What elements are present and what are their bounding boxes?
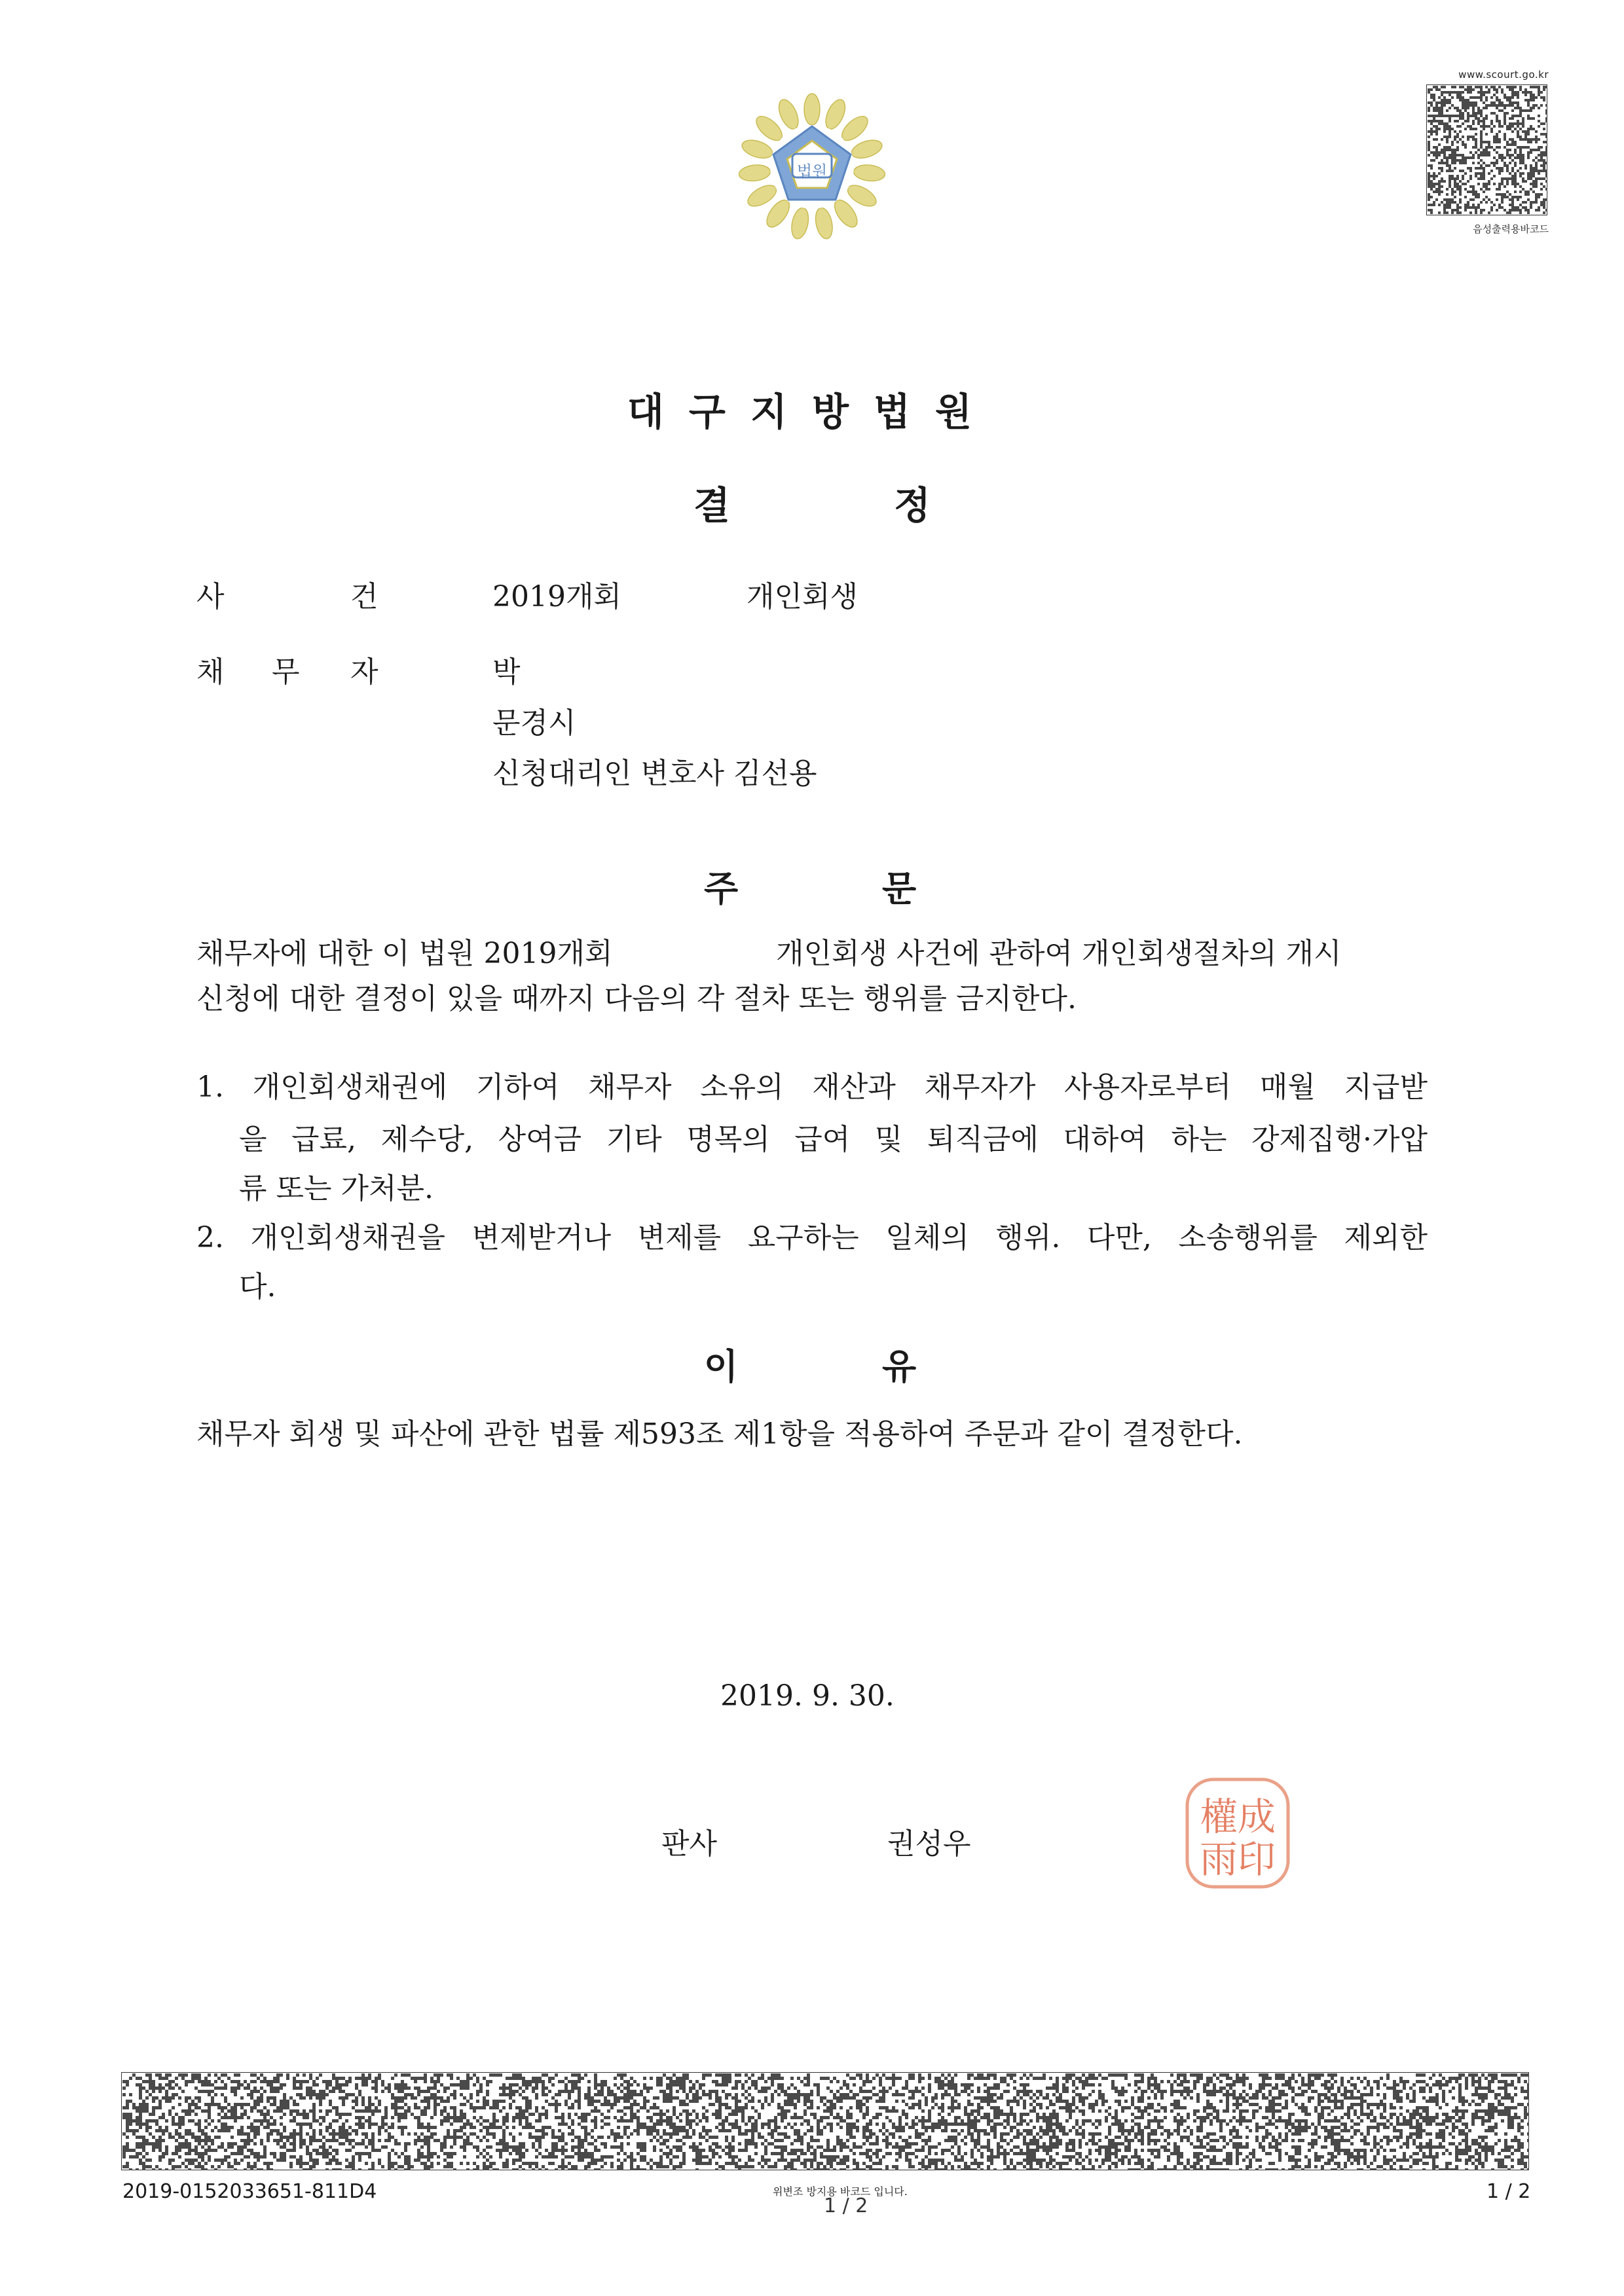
debtor-address: 문경시 (492, 706, 576, 740)
representative: 신청대리인 변호사 김선용 (492, 757, 817, 790)
order-intro-line1-b: 개인회생 사건에 관하여 개인회생절차의 개시 (776, 937, 1342, 970)
case-number: 2019개회 (492, 580, 621, 613)
document-id: 2019-0152033651-811D4 (122, 2180, 377, 2203)
order-item1-line2: 을 급료, 제수당, 상여금 기타 명목의 급여 및 퇴직금에 대하여 하는 강제집행·가압 (239, 1123, 1428, 1156)
debtor-label-char-3: 자 (350, 655, 378, 689)
judge-name: 권성우 (887, 1827, 971, 1861)
case-type: 개인회생 (747, 580, 858, 613)
svg-text:雨印: 雨印 (1199, 1837, 1276, 1882)
document-title-char-2: 정 (894, 483, 931, 528)
page-number-right: 1 / 2 (1486, 2180, 1531, 2203)
debtor-label-char-2: 무 (272, 655, 300, 689)
order-item1-line3: 류 또는 가처분. (239, 1172, 434, 1205)
order-item2-line2: 다. (239, 1270, 276, 1303)
page-number-center: 1 / 2 (824, 2195, 868, 2217)
case-label-char-1: 사 (196, 580, 225, 613)
reason-heading-char-2: 유 (882, 1346, 917, 1387)
order-intro-line2: 신청에 대한 결정이 있을 때까지 다음의 각 절차 또는 행위를 금지한다. (196, 982, 1077, 1015)
qr-url-text: www.scourt.go.kr (1458, 69, 1549, 81)
qr-code-block (1421, 69, 1549, 236)
court-emblem-logo (737, 92, 887, 242)
reason-text: 채무자 회생 및 파산에 관한 법률 제593조 제1항을 적용하여 주문과 같이 결정한다. (196, 1417, 1243, 1451)
barcode-note: 위변조 방지용 바코드 입니다. (773, 2185, 908, 2198)
document-title (0, 475, 1624, 530)
debtor-label-char-1: 채 (196, 655, 225, 689)
decision-date: 2019. 9. 30. (720, 1679, 895, 1713)
order-heading-char-2: 문 (882, 868, 917, 909)
order-heading-char-1: 주 (704, 868, 739, 909)
emblem-text: 법원 (796, 162, 828, 181)
qr-caption-text: 음성출력용바코드 (1473, 223, 1549, 235)
reason-heading-char-1: 이 (704, 1346, 739, 1387)
order-item2-line1: 2. 개인회생채권을 변제받거나 변제를 요구하는 일체의 행위. 다만, 소송행위를 제외한 (196, 1221, 1428, 1254)
svg-text:權成: 權成 (1199, 1795, 1276, 1839)
judge-seal-stamp (1175, 1768, 1300, 1899)
order-item1-line1: 1. 개인회생채권에 기하여 채무자 소유의 재산과 채무자가 사용자로부터 매월 지급받 (196, 1070, 1428, 1104)
anti-forgery-barcode (121, 2072, 1529, 2170)
debtor-name: 박 (492, 655, 521, 689)
court-name-heading: 대구지방법원 (627, 390, 997, 434)
qr-code-image (1426, 84, 1547, 215)
document-title-char-1: 결 (693, 483, 730, 528)
judge-title: 판사 (661, 1827, 718, 1861)
order-intro-line1-a: 채무자에 대한 이 법원 2019개회 (196, 937, 613, 970)
case-label-char-2: 건 (350, 580, 378, 613)
